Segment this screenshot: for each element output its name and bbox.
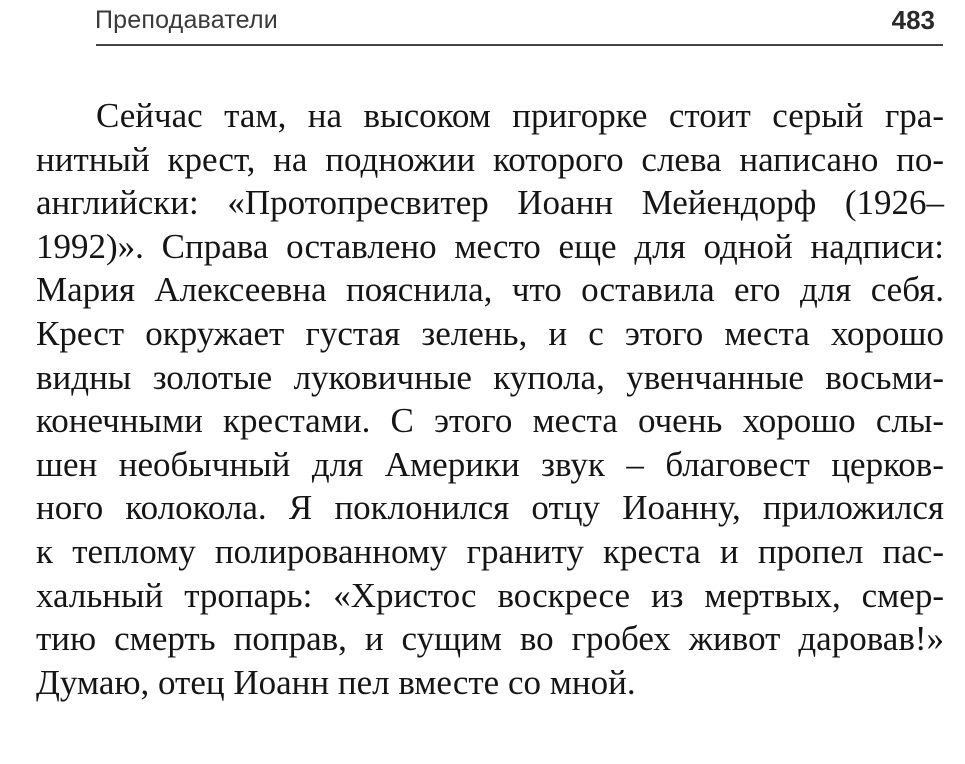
page-number: 483: [891, 5, 935, 35]
text-line: английски: «Протопресвитер Иоанн Мейендорф (1926–: [36, 183, 944, 223]
text-line: ного колокола. Я поклонился отцу Иоанну, приложился: [36, 488, 944, 528]
text-line: к теплому полированному граниту креста и пропел пас-: [36, 531, 944, 571]
text-line: Думаю, отец Иоанн пел вместе со мной.: [36, 662, 636, 702]
text-line: шен необычный для Америки звук – благовест церков-: [36, 444, 944, 484]
text-line: нитный крест, на подножии которого слева написано по-: [36, 139, 944, 179]
text-line: тию смерть поправ, и сущим во гробех живот даровав!»: [36, 619, 944, 659]
text-line: Сейчас там, на высоком пригорке стоит серый гра-: [96, 96, 944, 135]
text-line: 1992)». Справа оставлено место еще для одной надписи:: [36, 226, 944, 266]
text-line: Крест окружает густая зелень, и с этого места хорошо: [36, 313, 944, 353]
running-title: Преподаватели: [95, 6, 278, 34]
text-line: видны золотые луковичные купола, увенчанные восьми-: [36, 357, 944, 397]
header-rule: [96, 44, 943, 46]
text-line: Мария Алексеевна пояснила, что оставила его для себя.: [36, 270, 944, 310]
text-line: конечными крестами. С этого места очень хорошо слы-: [36, 401, 944, 441]
body-paragraph: [36, 94, 944, 704]
page-header: [18, 2, 943, 44]
text-line: хальный тропарь: «Христос воскресе из мертвых, смер-: [36, 575, 944, 615]
